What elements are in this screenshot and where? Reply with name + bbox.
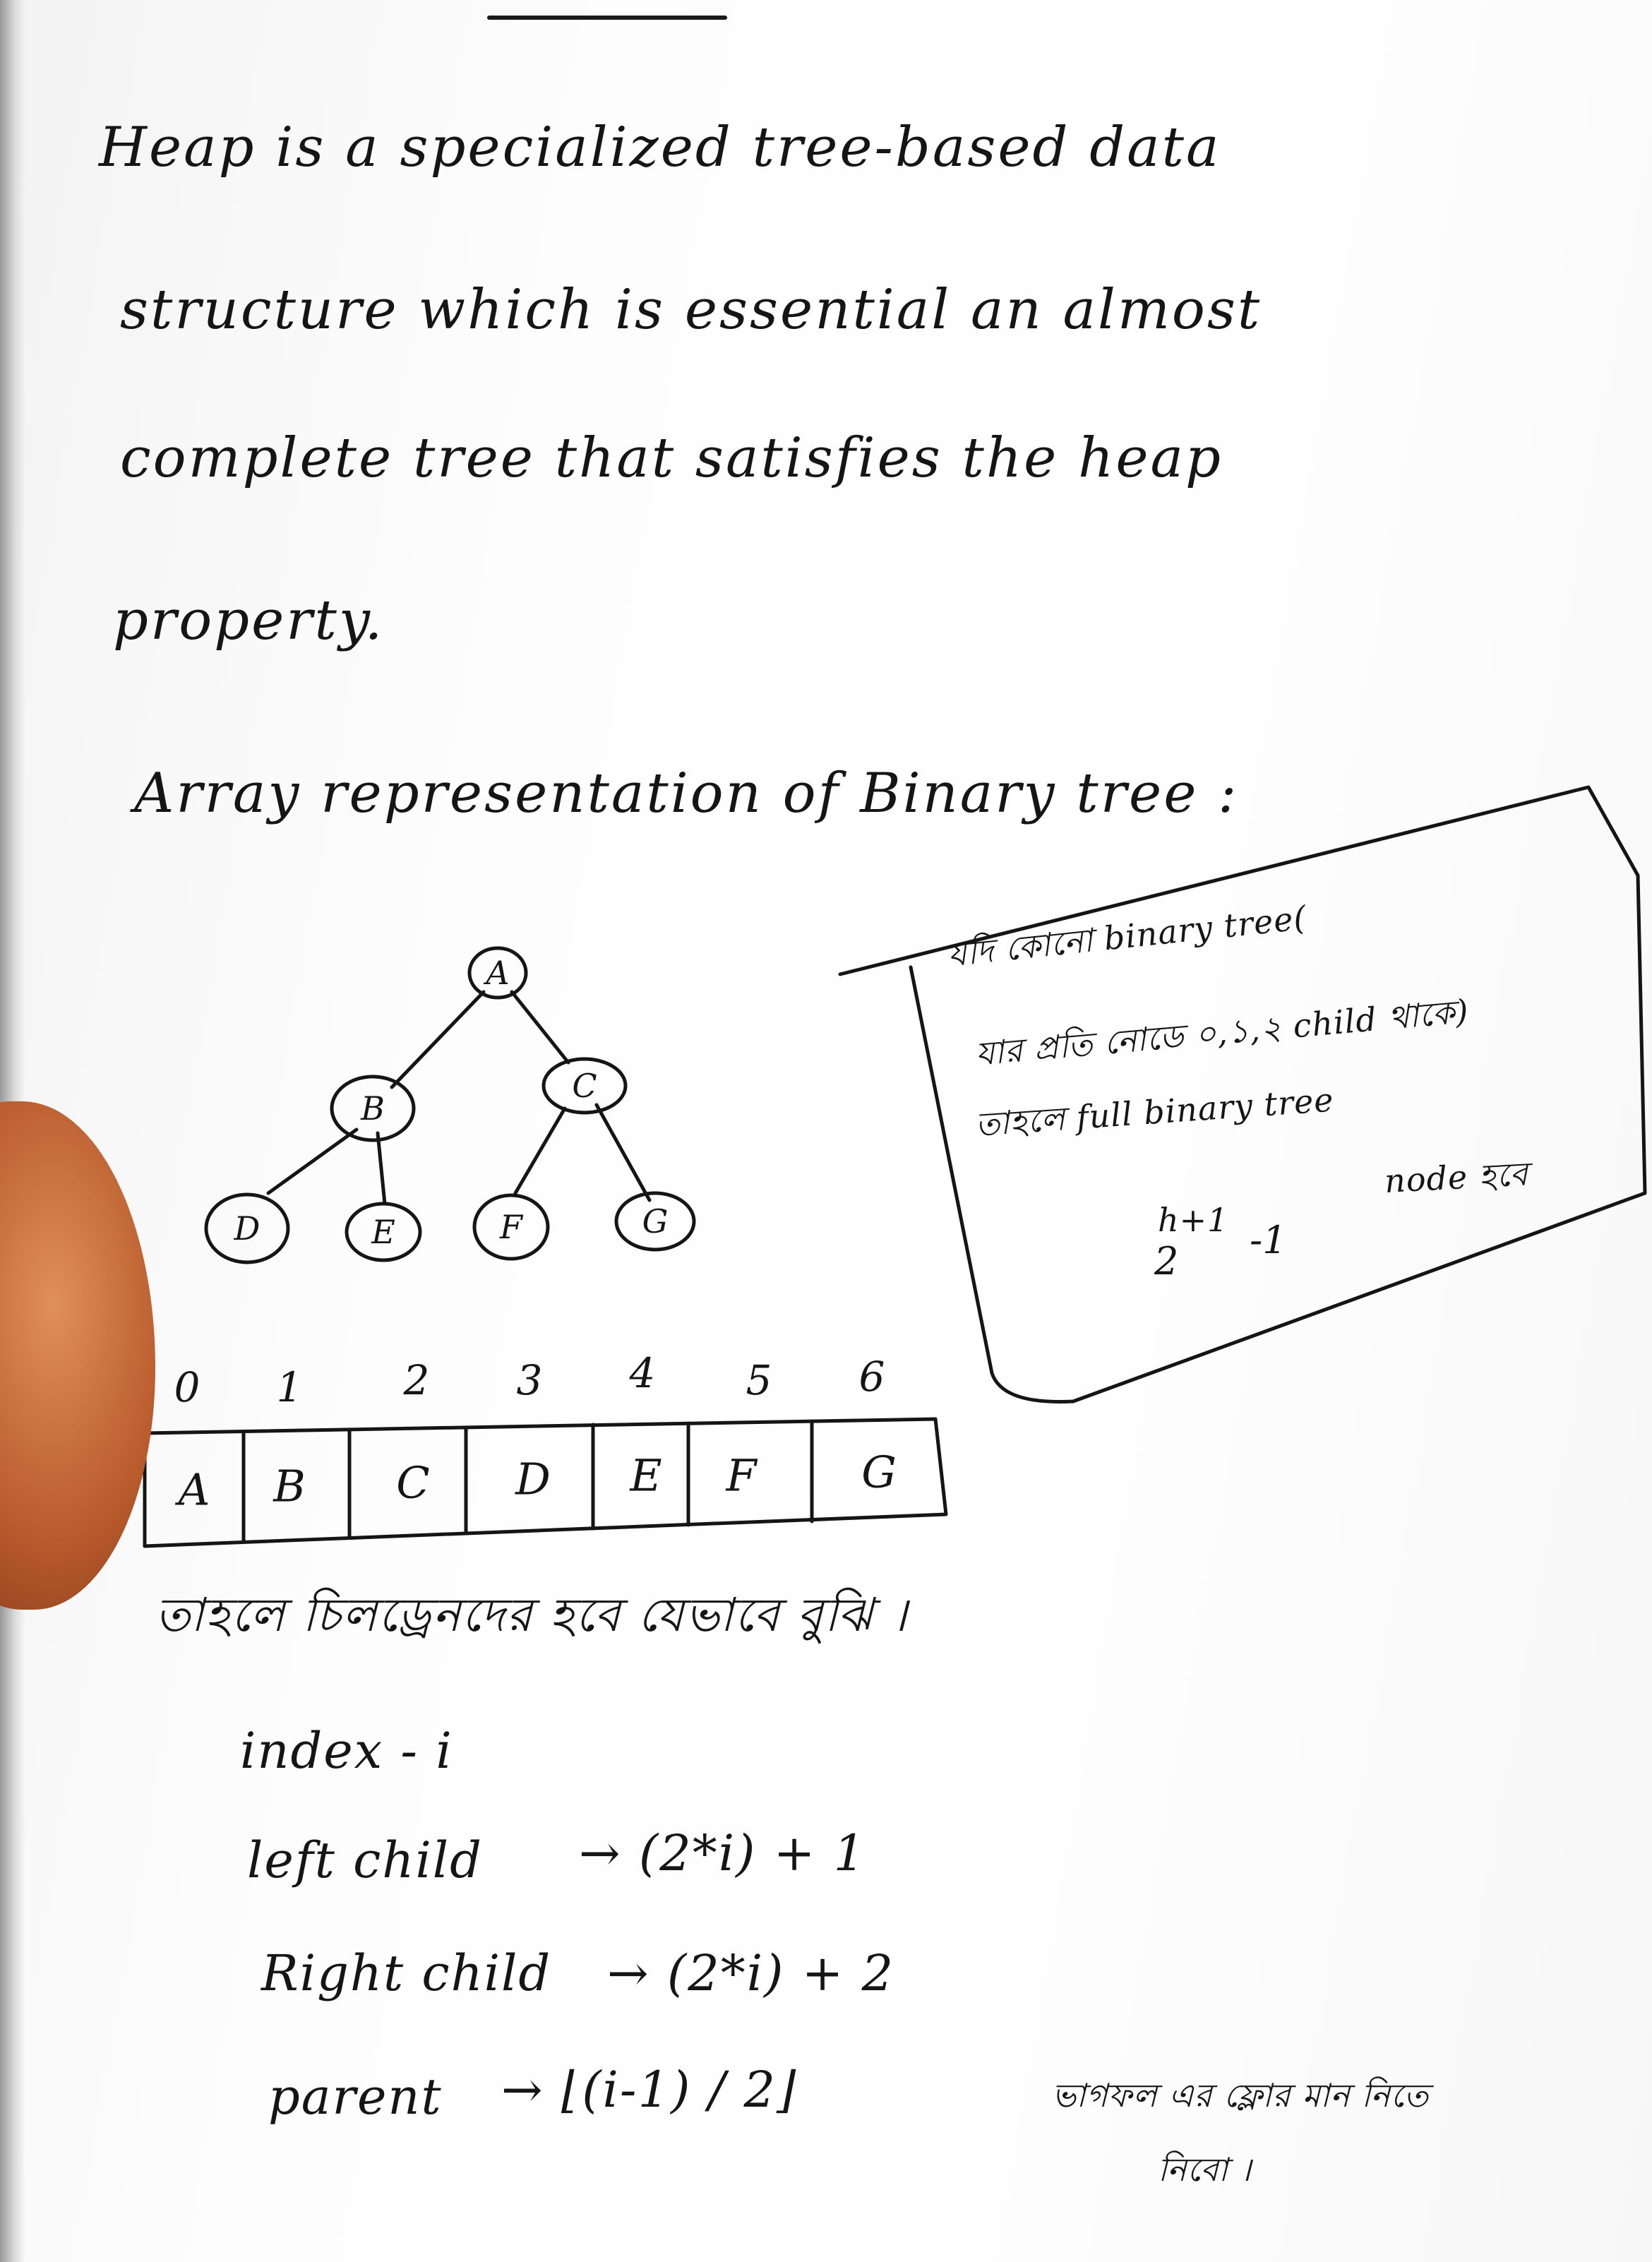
definition-line-3: complete tree that satisfies the heap <box>120 426 1223 490</box>
array-index-label: 0 <box>174 1363 200 1411</box>
array-cell-value: G <box>861 1446 897 1498</box>
definition-line-2: structure which is essential an almost <box>120 278 1262 342</box>
tree-node-label: C <box>572 1067 597 1105</box>
note-line-2: যার প্রতি নোডে ০,১,২ child থাকে) <box>974 991 1471 1073</box>
array-cell-value: F <box>726 1449 757 1502</box>
left-child-expr: → (2*i) + 1 <box>579 1824 867 1882</box>
array-cell-value: E <box>630 1449 662 1502</box>
tree-node-label: G <box>642 1202 669 1240</box>
array-cell-value: D <box>515 1453 551 1505</box>
definition-line-1: Heap is a specialized tree-based data <box>99 116 1221 179</box>
parent-label: parent <box>268 2068 443 2126</box>
note-line-3: তাহলে full binary tree <box>974 1080 1336 1144</box>
tree-node-label: D <box>234 1209 261 1247</box>
array-index-label: 6 <box>858 1353 885 1401</box>
tree-node-label: F <box>500 1208 522 1246</box>
formula-intro: তাহলে চিলড্রেনদের হবে যেভাবে বুঝি । <box>155 1588 909 1642</box>
array-index-label: 1 <box>276 1363 303 1411</box>
parent-expr: → ⌊(i-1) / 2⌋ <box>501 2061 798 2119</box>
array-index-label: 5 <box>746 1356 772 1404</box>
note-line-1: যদি কোনো binary tree( <box>945 898 1309 974</box>
array-cell-value: A <box>178 1464 210 1516</box>
array-cell-value: C <box>396 1456 430 1509</box>
parent-note-line-1: ভাগফল এর ফ্লোর মান নিতে <box>1052 2076 1429 2114</box>
array-index-label: 4 <box>629 1349 656 1397</box>
note-exp-power: h+1 <box>1158 1201 1229 1239</box>
section-heading: Array representation of Binary tree : <box>134 762 1239 825</box>
note-line-4: node হবে <box>1383 1154 1530 1200</box>
left-child-label: left child <box>247 1831 483 1889</box>
note-exp-tail: -1 <box>1250 1218 1287 1262</box>
array-index-label: 3 <box>516 1356 543 1404</box>
definition-line-4: property. <box>113 589 385 652</box>
right-child-expr: → (2*i) + 2 <box>607 1944 895 2002</box>
tree-node-label: E <box>371 1213 395 1251</box>
right-child-label: Right child <box>261 1944 552 2002</box>
parent-note-line-2: নিবো । <box>1158 2150 1252 2189</box>
note-exp-base: 2 <box>1154 1239 1179 1283</box>
tree-node-label: B <box>361 1089 385 1127</box>
formula-index: index - i <box>240 1722 453 1780</box>
array-cell-value: B <box>273 1460 306 1512</box>
tree-node-label: A <box>486 954 510 992</box>
array-index-label: 2 <box>403 1356 430 1404</box>
